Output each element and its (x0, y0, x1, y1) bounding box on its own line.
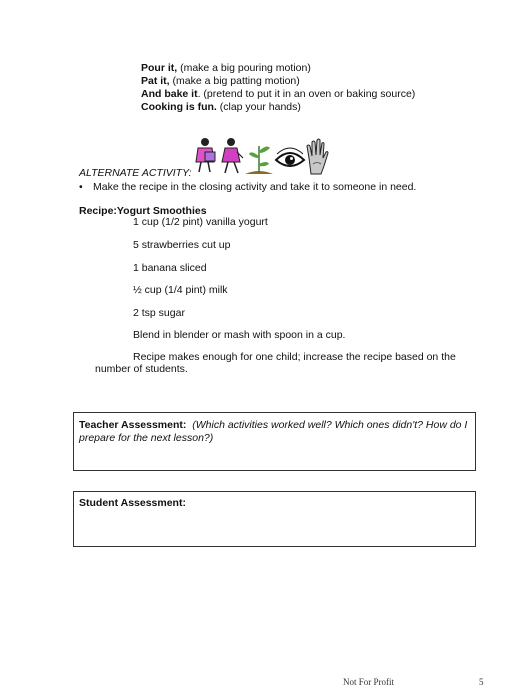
recipe-note-line-1: Recipe makes enough for one child; increase the recipe based on the (133, 351, 456, 363)
alternate-activity-heading: ALTERNATE ACTIVITY: (79, 167, 192, 179)
alternate-activity-bullet: • Make the recipe in the closing activity and take it to someone in need. (79, 181, 417, 193)
student-assessment-box (73, 491, 476, 547)
recipe-title: Recipe:Yogurt Smoothies (79, 205, 207, 217)
activity-icons (193, 134, 333, 178)
bullet-symbol: • (79, 181, 83, 193)
ingredient-item: 5 strawberries cut up (133, 239, 231, 251)
teacher-assessment-text (79, 419, 469, 445)
student-assessment-label: Student Assessment: (79, 497, 186, 509)
chant-line-4: Cooking is fun. (clap your hands) (141, 101, 301, 113)
recipe-instruction: Blend in blender or mash with spoon in a cup. (133, 329, 346, 341)
ingredient-item: 1 cup (1/2 pint) vanilla yogurt (133, 216, 268, 228)
hand-icon (307, 139, 328, 174)
chant-line-1: Pour it, (make a big pouring motion) (141, 62, 311, 74)
teacher-assessment-label: Teacher Assessment: (79, 419, 187, 431)
ingredient-item: 1 banana sliced (133, 262, 207, 274)
footer-text: Not For Profit (343, 677, 395, 687)
teacher-assessment-box (73, 412, 476, 471)
teacher-assessment-prompt: (Which activities worked well? Which ones didn't? How do I prepare for the next lesson?) (79, 419, 468, 444)
ingredient-item: ½ cup (1/4 pint) milk (133, 284, 228, 296)
chant-line-2: Pat it, (make a big patting motion) (141, 75, 300, 87)
eye-icon (276, 148, 304, 166)
recipe-note-line-2: number of students. (95, 363, 188, 375)
ingredient-item: 2 tsp sugar (133, 307, 185, 319)
girl-walking-icon (222, 138, 243, 173)
page-number: 5 (479, 677, 484, 687)
girl-carrying-box-icon (196, 138, 215, 172)
sprouting-plant-icon (245, 146, 273, 174)
chant-line-3: And bake it. (pretend to put it in an oven or baking source) (141, 88, 416, 100)
